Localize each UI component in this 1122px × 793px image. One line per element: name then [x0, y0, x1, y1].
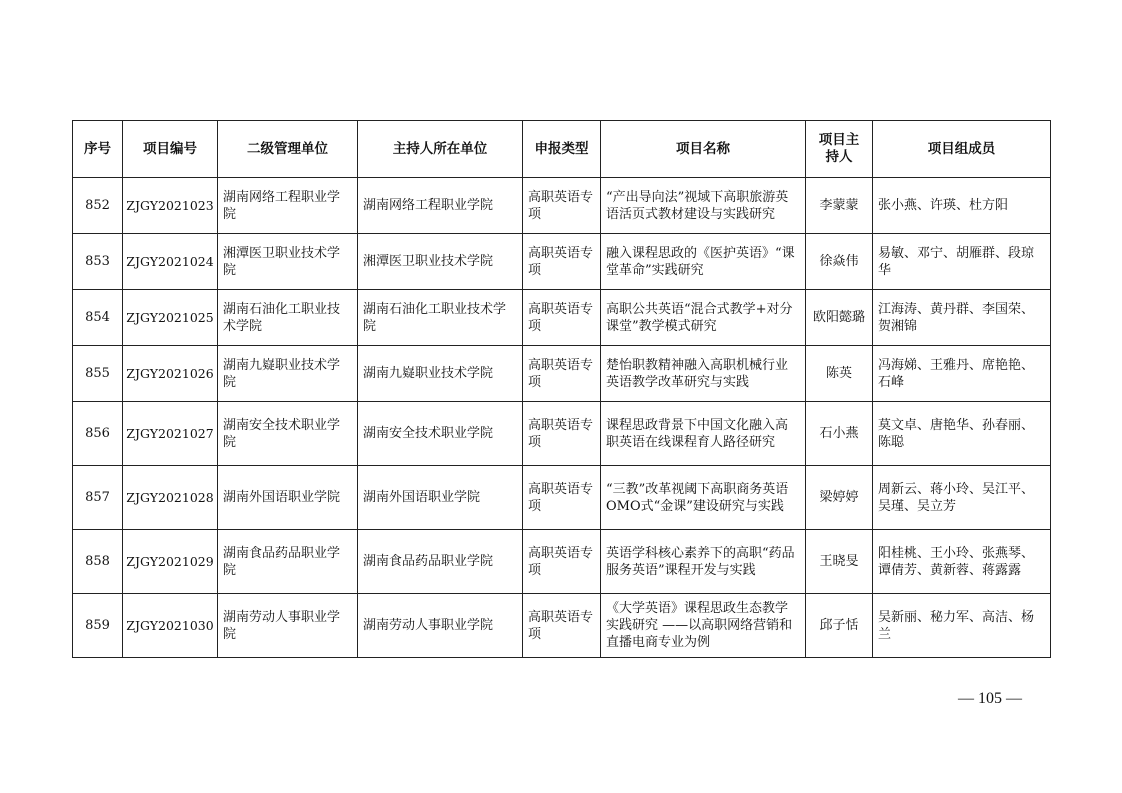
- table-row: [73, 178, 1051, 234]
- cell-name: 融入课程思政的《医护英语》“课堂革命”实践研究: [601, 234, 806, 290]
- cell-host-unit: 湘潭医卫职业技术学院: [358, 234, 523, 290]
- table-row: [73, 234, 1051, 290]
- cell-members: 吴新丽、秘力军、高洁、杨兰: [873, 594, 1051, 658]
- cell-seq: 855: [73, 346, 123, 402]
- cell-seq: 858: [73, 530, 123, 594]
- cell-host-unit: 湖南安全技术职业学院: [358, 402, 523, 466]
- cell-unit: 湖南食品药品职业学院: [218, 530, 358, 594]
- cell-type: 高职英语专项: [523, 402, 601, 466]
- table-row: [73, 466, 1051, 530]
- page-number: — 105 —: [958, 690, 1022, 707]
- cell-unit: 湖南安全技术职业学院: [218, 402, 358, 466]
- cell-host-unit: 湖南食品药品职业学院: [358, 530, 523, 594]
- cell-unit: 湘潭医卫职业技术学院: [218, 234, 358, 290]
- cell-code: ZJGY2021024: [123, 234, 218, 290]
- cell-host: 李蒙蒙: [806, 178, 873, 234]
- cell-code: ZJGY2021027: [123, 402, 218, 466]
- table-row: [73, 530, 1051, 594]
- cell-name: 《大学英语》课程思政生态教学实践研究 ——以高职网络营销和直播电商专业为例: [601, 594, 806, 658]
- cell-host-unit: 湖南网络工程职业学院: [358, 178, 523, 234]
- header-unit: 二级管理单位: [218, 121, 358, 178]
- cell-seq: 852: [73, 178, 123, 234]
- table-header-row: [73, 121, 1051, 178]
- cell-host: 梁婷婷: [806, 466, 873, 530]
- header-code: 项目编号: [123, 121, 218, 178]
- cell-unit: 湖南网络工程职业学院: [218, 178, 358, 234]
- cell-name: 高职公共英语“混合式教学+对分课堂”教学模式研究: [601, 290, 806, 346]
- cell-seq: 856: [73, 402, 123, 466]
- cell-host-unit: 湖南外国语职业学院: [358, 466, 523, 530]
- cell-unit: 湖南九嶷职业技术学院: [218, 346, 358, 402]
- cell-members: 张小燕、许瑛、杜方阳: [873, 178, 1051, 234]
- cell-seq: 859: [73, 594, 123, 658]
- cell-members: 周新云、蒋小玲、吴江平、吴瑾、吴立芳: [873, 466, 1051, 530]
- cell-name: 楚怡职教精神融入高职机械行业英语教学改革研究与实践: [601, 346, 806, 402]
- header-type: 申报类型: [523, 121, 601, 178]
- cell-members: 冯海娣、王雅丹、席艳艳、石峰: [873, 346, 1051, 402]
- cell-code: ZJGY2021026: [123, 346, 218, 402]
- cell-host-unit: 湖南石油化工职业技术学院: [358, 290, 523, 346]
- cell-members: 阳桂桃、王小玲、张燕琴、谭倩芳、黄新蓉、蒋露露: [873, 530, 1051, 594]
- cell-host: 徐焱伟: [806, 234, 873, 290]
- cell-name: “产出导向法”视域下高职旅游英语活页式教材建设与实践研究: [601, 178, 806, 234]
- table-row: [73, 402, 1051, 466]
- cell-type: 高职英语专项: [523, 346, 601, 402]
- cell-type: 高职英语专项: [523, 466, 601, 530]
- cell-host-unit: 湖南九嶷职业技术学院: [358, 346, 523, 402]
- table-row: [73, 594, 1051, 658]
- cell-type: 高职英语专项: [523, 234, 601, 290]
- cell-members: 莫文卓、唐艳华、孙春丽、陈聪: [873, 402, 1051, 466]
- cell-unit: 湖南外国语职业学院: [218, 466, 358, 530]
- cell-host: 欧阳懿璐: [806, 290, 873, 346]
- cell-code: ZJGY2021023: [123, 178, 218, 234]
- cell-name: “三教”改革视阈下高职商务英语OMO式“金课”建设研究与实践: [601, 466, 806, 530]
- cell-code: ZJGY2021030: [123, 594, 218, 658]
- cell-type: 高职英语专项: [523, 290, 601, 346]
- cell-type: 高职英语专项: [523, 178, 601, 234]
- cell-seq: 854: [73, 290, 123, 346]
- cell-name: 课程思政背景下中国文化融入高职英语在线课程育人路径研究: [601, 402, 806, 466]
- cell-type: 高职英语专项: [523, 594, 601, 658]
- cell-name: 英语学科核心素养下的高职“药品服务英语”课程开发与实践: [601, 530, 806, 594]
- cell-host: 王晓旻: [806, 530, 873, 594]
- cell-code: ZJGY2021025: [123, 290, 218, 346]
- header-host-unit: 主持人所在单位: [358, 121, 523, 178]
- header-seq: 序号: [73, 121, 123, 178]
- table-row: [73, 346, 1051, 402]
- cell-type: 高职英语专项: [523, 530, 601, 594]
- header-name: 项目名称: [601, 121, 806, 178]
- cell-host: 陈英: [806, 346, 873, 402]
- cell-host: 邱子恬: [806, 594, 873, 658]
- cell-seq: 857: [73, 466, 123, 530]
- cell-unit: 湖南劳动人事职业学院: [218, 594, 358, 658]
- cell-host-unit: 湖南劳动人事职业学院: [358, 594, 523, 658]
- cell-unit: 湖南石油化工职业技术学院: [218, 290, 358, 346]
- cell-code: ZJGY2021029: [123, 530, 218, 594]
- header-members: 项目组成员: [873, 121, 1051, 178]
- cell-members: 易敏、邓宁、胡雁群、段琼华: [873, 234, 1051, 290]
- cell-host: 石小燕: [806, 402, 873, 466]
- header-host: 项目主持人: [806, 121, 873, 178]
- cell-seq: 853: [73, 234, 123, 290]
- table-row: [73, 290, 1051, 346]
- cell-code: ZJGY2021028: [123, 466, 218, 530]
- project-table: [72, 120, 1051, 658]
- cell-members: 江海涛、黄丹群、李国荣、贺湘锦: [873, 290, 1051, 346]
